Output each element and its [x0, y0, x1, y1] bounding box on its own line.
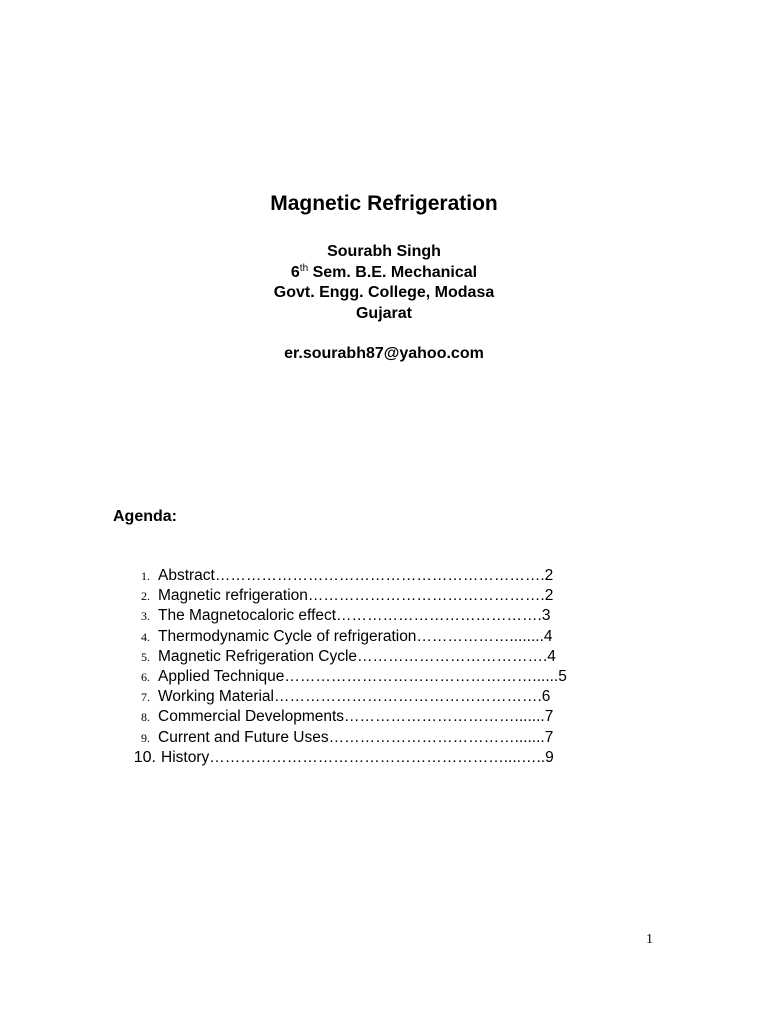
agenda-item-number: 2. — [141, 589, 150, 604]
agenda-item — [0, 586, 768, 606]
author-state: Gujarat — [355, 304, 412, 322]
agenda-item-number: 9. — [141, 730, 150, 745]
agenda-item — [0, 647, 768, 667]
agenda-item-number: 5. — [141, 649, 150, 664]
agenda-item-text: Applied Technique…………………………………………......5 — [158, 667, 567, 685]
semester-program: Sem. B.E. Mechanical — [308, 263, 478, 281]
agenda-item — [0, 566, 768, 586]
author-spacer — [0, 324, 768, 344]
agenda-item-number: 6. — [141, 669, 150, 684]
document-title: Magnetic Refrigeration — [270, 192, 498, 215]
agenda-list — [0, 566, 768, 768]
agenda-item-text: Magnetic refrigeration……………………………………….2 — [158, 587, 554, 605]
author-block — [0, 242, 768, 365]
agenda-item-text: The Magnetocaloric effect………………………………….3 — [158, 607, 551, 625]
agenda-item-number: 7. — [141, 690, 150, 705]
semester-suffix: th — [299, 262, 309, 274]
author-email: er.sourabh87@yahoo.com — [284, 345, 484, 362]
agenda-item-text: Current and Future Uses……………………………….......7 — [158, 728, 554, 746]
agenda-item — [0, 748, 768, 768]
agenda-item-number: 10. — [133, 748, 156, 766]
author-name: Sourabh Singh — [327, 243, 441, 260]
agenda-item-text: Magnetic Refrigeration Cycle……………………………….4 — [158, 647, 556, 665]
agenda-item — [0, 728, 768, 748]
page-number: 1 — [646, 932, 653, 947]
agenda-item-number: 8. — [141, 710, 150, 725]
semester-number: 6 — [290, 263, 300, 281]
agenda-item-text: Abstract……………………………………………………….2 — [158, 567, 554, 584]
agenda-item — [0, 667, 768, 687]
agenda-item-text: Working Material…………………………………………….6 — [158, 688, 551, 706]
agenda-item — [0, 687, 768, 707]
agenda-item — [0, 627, 768, 647]
agenda-item-number: 3. — [141, 609, 150, 624]
agenda-item — [0, 707, 768, 727]
author-semester — [0, 263, 768, 284]
agenda-item-number: 1. — [141, 569, 150, 583]
agenda-item-number: 4. — [141, 629, 150, 644]
agenda-item — [0, 606, 768, 626]
agenda-item-text: Thermodynamic Cycle of refrigeration………………........4 — [158, 627, 553, 645]
agenda-item-text: Commercial Developments…………………………….......7 — [158, 708, 554, 726]
agenda-item-text: History…………………………………………………....…..9 — [161, 748, 554, 766]
agenda-heading: Agenda: — [113, 508, 177, 525]
author-college: Govt. Engg. College, Modasa — [273, 284, 495, 301]
